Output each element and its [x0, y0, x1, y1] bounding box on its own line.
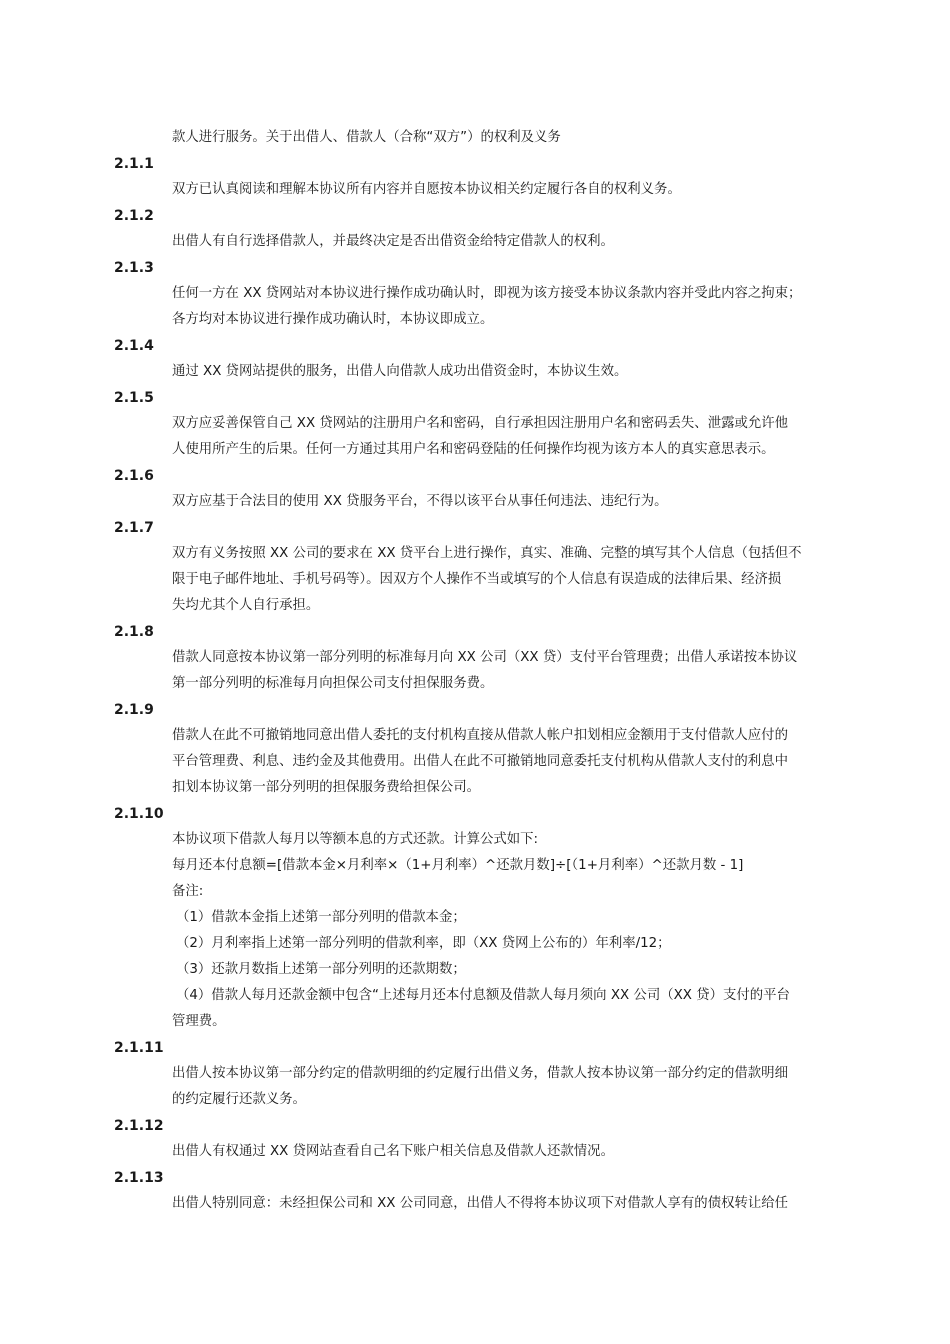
clause-text: 限于电子邮件地址、手机号码等）。因双方个人操作不当或填写的个人信息有误造成的法律后果、经济损	[172, 572, 782, 587]
clause-text: 通过 XX 贷网站提供的服务，出借人向借款人成功出借资金时，本协议生效。	[172, 364, 628, 379]
clause-text: 扣划本协议第一部分列明的担保服务费给担保公司。	[172, 780, 480, 795]
clause-number: 2.1.13	[114, 1170, 164, 1186]
clause-number: 2.1.10	[114, 806, 164, 822]
clause-text: 各方均对本协议进行操作成功确认时，本协议即成立。	[172, 312, 494, 327]
note-label: 备注:	[172, 884, 204, 899]
intro-line: 款人进行服务。关于出借人、借款人（合称“双方”）的权利及义务	[172, 130, 561, 145]
clause-number: 2.1.5	[114, 390, 154, 406]
clause-number: 2.1.8	[114, 624, 154, 640]
clause-number: 2.1.9	[114, 702, 154, 718]
note-item: （1）借款本金指上述第一部分列明的借款本金；	[176, 910, 466, 925]
clause-text: 双方已认真阅读和理解本协议所有内容并自愿按本协议相关约定履行各自的权利义务。	[172, 182, 681, 197]
clause-text: 第一部分列明的标准每月向担保公司支付担保服务费。	[172, 676, 494, 691]
clause-number: 2.1.7	[114, 520, 154, 536]
clause-text: 出借人特别同意：未经担保公司和 XX 公司同意，出借人不得将本协议项下对借款人享有的债权转让给任	[172, 1196, 789, 1211]
clause-text: 的约定履行还款义务。	[172, 1092, 306, 1107]
clause-text: 出借人有自行选择借款人，并最终决定是否出借资金给特定借款人的权利。	[172, 234, 614, 249]
clause-text: 双方有义务按照 XX 公司的要求在 XX 贷平台上进行操作，真实、准确、完整的填写其个人信息（包括但不	[172, 546, 802, 561]
clause-text: 任何一方在 XX 贷网站对本协议进行操作成功确认时，即视为该方接受本协议条款内容并受此内容之拘束；	[172, 286, 802, 301]
clause-text: 人使用所产生的后果。任何一方通过其用户名和密码登陆的任何操作均视为该方本人的真实意思表示。	[172, 442, 775, 457]
clause-number: 2.1.12	[114, 1118, 164, 1134]
clause-text: 失均尤其个人自行承担。	[172, 598, 320, 613]
clause-text: 出借人按本协议第一部分约定的借款明细的约定履行出借义务，借款人按本协议第一部分约定的借款明细	[172, 1066, 788, 1081]
clause-text: 本协议项下借款人每月以等额本息的方式还款。计算公式如下:	[172, 832, 539, 847]
clause-text: 双方应妥善保管自己 XX 贷网站的注册用户名和密码，自行承担因注册用户名和密码丢失、泄露或允许他	[172, 416, 789, 431]
clause-number: 2.1.11	[114, 1040, 164, 1056]
clause-text: 平台管理费、利息、违约金及其他费用。出借人在此不可撤销地同意委托支付机构从借款人支付的利息中	[172, 754, 788, 769]
clause-text: 出借人有权通过 XX 贷网站查看自己名下账户相关信息及借款人还款情况。	[172, 1144, 614, 1159]
note-item: （4）借款人每月还款金额中包含“上述每月还本付息额及借款人每月须向 XX 公司（XX 贷）支付的平台	[176, 988, 790, 1003]
clause-number: 2.1.1	[114, 156, 154, 172]
clause-number: 2.1.3	[114, 260, 154, 276]
note-item: （3）还款月数指上述第一部分列明的还款期数；	[176, 962, 466, 977]
clause-text: 借款人同意按本协议第一部分列明的标准每月向 XX 公司（XX 贷）支付平台管理费；出借人承诺按本协议	[172, 650, 798, 665]
clause-text: 管理费。	[172, 1014, 226, 1029]
clause-number: 2.1.4	[114, 338, 154, 354]
clause-number: 2.1.2	[114, 208, 154, 224]
clause-text: 双方应基于合法目的使用 XX 贷服务平台，不得以该平台从事任何违法、违纪行为。	[172, 494, 668, 509]
note-item: （2）月利率指上述第一部分列明的借款利率，即（XX 贷网上公布的）年利率/12；	[176, 936, 671, 951]
clause-text: 借款人在此不可撤销地同意出借人委托的支付机构直接从借款人帐户扣划相应金额用于支付借款人应付的	[172, 728, 788, 743]
formula-text: 每月还本付息额=[借款本金×月利率×（1+月利率）^还款月数]÷[（1+月利率）^还款月数 - 1]	[172, 858, 744, 873]
clause-number: 2.1.6	[114, 468, 154, 484]
